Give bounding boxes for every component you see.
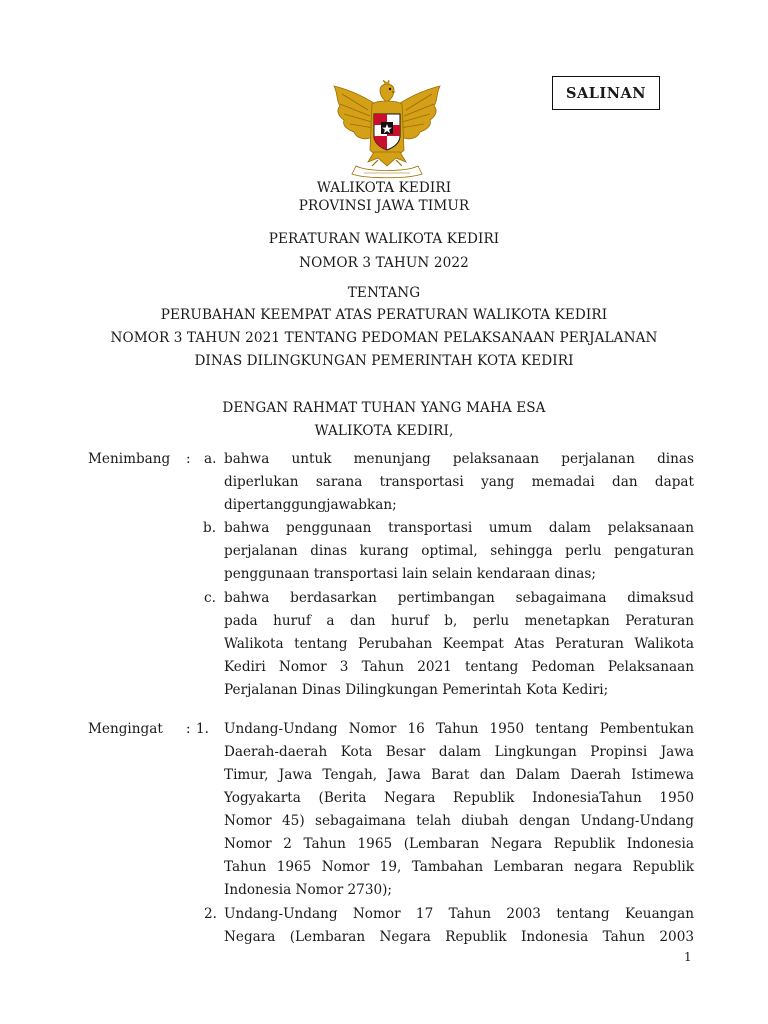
mengingat-1-line: Undang-Undang Nomor 16 Tahun 1950 tentang Pembentukan <box>224 721 694 737</box>
menimbang-c-line: bahwa berdasarkan pertimbangan sebagaimana dimaksud <box>224 590 694 606</box>
header-provinsi: PROVINSI JAWA TIMUR <box>298 198 470 214</box>
mengingat-colon: : <box>186 721 191 737</box>
mengingat-marker-1: 1. <box>196 721 209 737</box>
header-walikota: WALIKOTA KEDIRI <box>316 180 452 196</box>
regulation-number: NOMOR 3 TAHUN 2022 <box>299 255 469 271</box>
tentang-label: TENTANG <box>347 285 421 301</box>
menimbang-a-line: bahwa untuk menunjang pelaksanaan perjalanan dinas <box>224 451 694 467</box>
salinan-stamp: SALINAN <box>552 76 660 110</box>
mengingat-label: Mengingat <box>88 721 163 737</box>
page-number: 1 <box>684 950 692 964</box>
menimbang-b-line: penggunaan transportasi lain selain kendaraan dinas; <box>224 566 596 582</box>
mengingat-1-line: Nomor 45) sebagaimana telah diubah dengan Undang-Undang <box>224 813 694 829</box>
menimbang-c-line: Perjalanan Dinas Dilingkungan Pemerintah Kota Kediri; <box>224 682 609 698</box>
menimbang-marker-c: c. <box>204 590 216 606</box>
garuda-emblem-icon <box>328 80 446 180</box>
blessing-line: DENGAN RAHMAT TUHAN YANG MAHA ESA <box>222 400 546 416</box>
mengingat-2-line: Undang-Undang Nomor 17 Tahun 2003 tentang Keuangan <box>224 906 694 922</box>
title-line-2: NOMOR 3 TAHUN 2021 TENTANG PEDOMAN PELAKSANAAN PERJALANAN <box>110 330 658 346</box>
title-line-3: DINAS DILINGKUNGAN PEMERINTAH KOTA KEDIRI <box>194 353 574 369</box>
title-line-1: PERUBAHAN KEEMPAT ATAS PERATURAN WALIKOTA KEDIRI <box>160 307 608 323</box>
menimbang-marker-b: b. <box>203 520 217 536</box>
menimbang-b-line: perjalanan dinas kurang optimal, sehingga perlu pengaturan <box>224 543 694 559</box>
mengingat-1-line: Nomor 2 Tahun 1965 (Lembaran Negara Republik Indonesia <box>224 836 694 852</box>
menimbang-marker-a: a. <box>204 451 217 467</box>
menimbang-c-line: Walikota tentang Perubahan Keempat Atas Peraturan Walikota <box>224 636 694 652</box>
menimbang-a-line: diperlukan sarana transportasi yang memadai dan dapat <box>224 474 694 490</box>
menimbang-c-line: Kediri Nomor 3 Tahun 2021 tentang Pedoman Pelaksanaan <box>224 659 694 675</box>
mengingat-marker-2: 2. <box>204 906 217 922</box>
mengingat-1-line: Yogyakarta (Berita Negara Republik IndonesiaTahun 1950 <box>224 790 694 806</box>
mengingat-1-line: Timur, Jawa Tengah, Jawa Barat dan Dalam Daerah Istimewa <box>224 767 694 783</box>
menimbang-colon: : <box>186 451 191 467</box>
mengingat-1-line: Tahun 1965 Nomor 19, Tambahan Lembaran negara Republik <box>224 859 694 875</box>
mengingat-1-line: Indonesia Nomor 2730); <box>224 882 393 898</box>
menimbang-a-line: dipertanggungjawabkan; <box>224 497 397 513</box>
issuer-line: WALIKOTA KEDIRI, <box>314 423 454 439</box>
menimbang-b-line: bahwa penggunaan transportasi umum dalam pelaksanaan <box>224 520 694 536</box>
mengingat-2-line: Negara (Lembaran Negara Republik Indonesia Tahun 2003 <box>224 929 694 945</box>
regulation-name: PERATURAN WALIKOTA KEDIRI <box>268 231 500 247</box>
menimbang-label: Menimbang <box>88 451 171 467</box>
menimbang-c-line: pada huruf a dan huruf b, perlu menetapkan Peraturan <box>224 613 694 629</box>
mengingat-1-line: Daerah-daerah Kota Besar dalam Lingkungan Propinsi Jawa <box>224 744 694 760</box>
